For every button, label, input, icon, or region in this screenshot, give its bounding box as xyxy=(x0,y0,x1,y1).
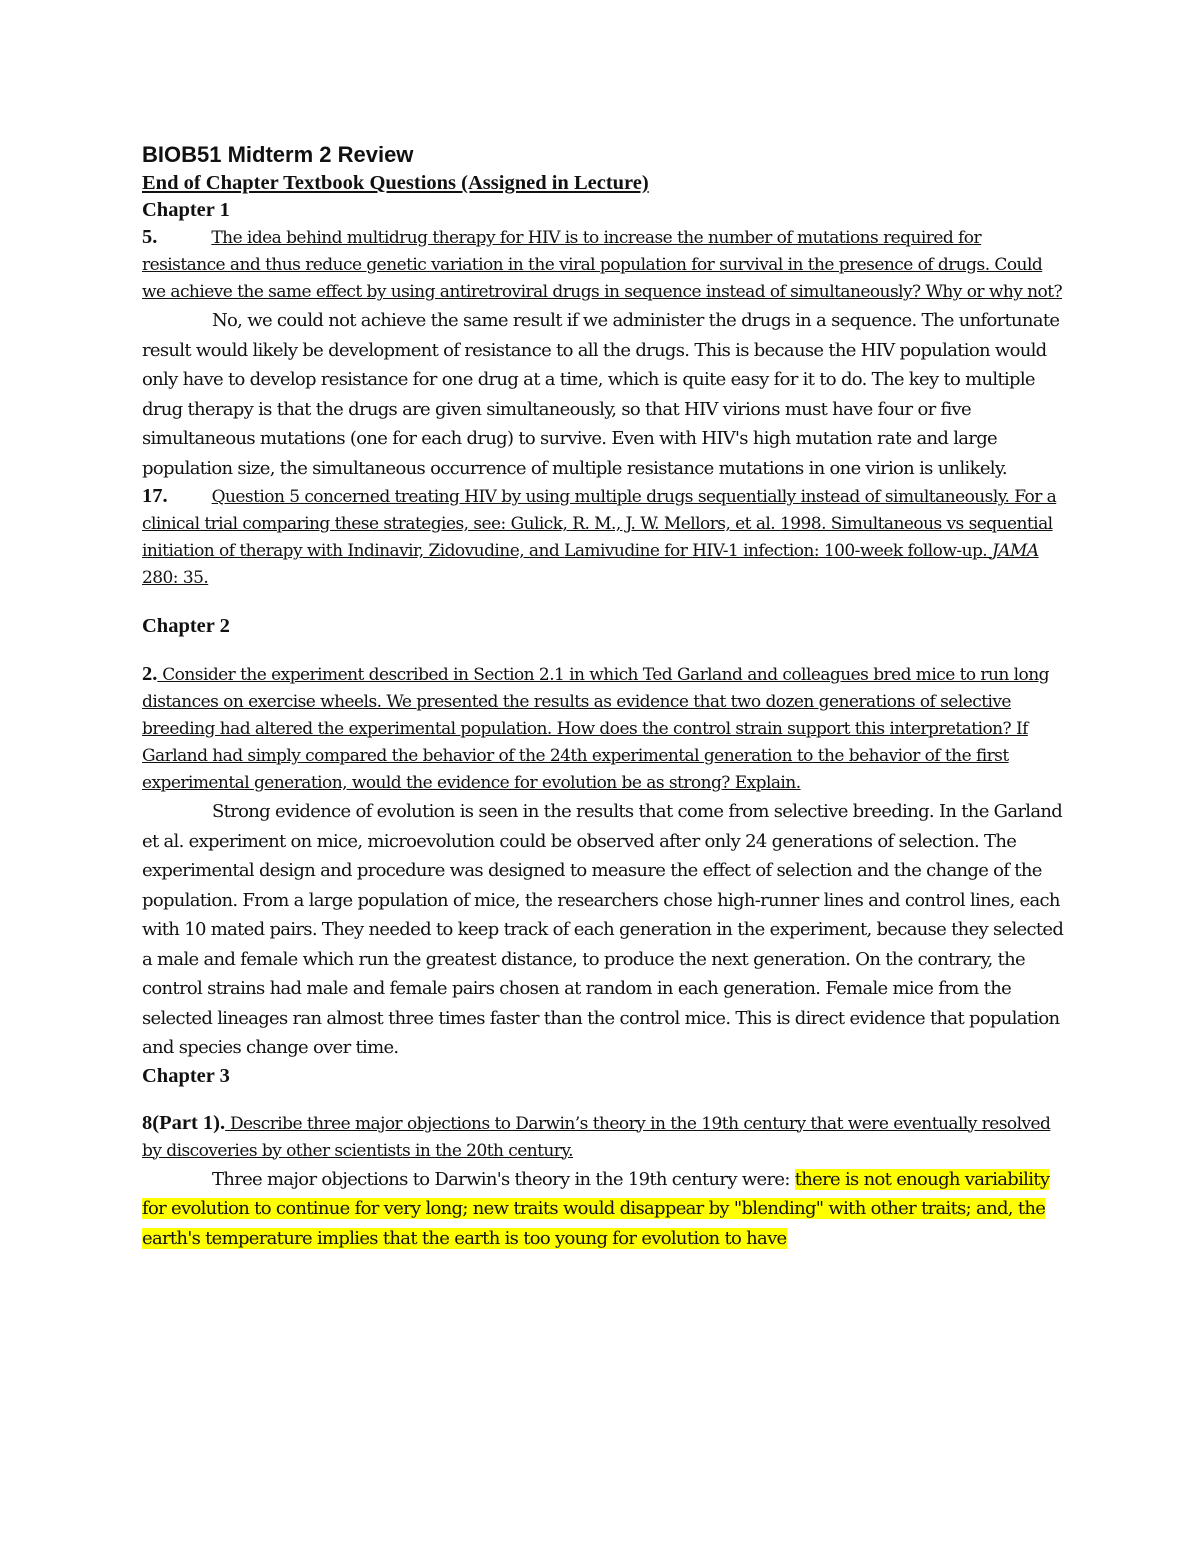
question-text: Describe three major objections to Darwin’s theory in the 19th century that were eventually resolved by discoveries by other scientists in the 20th century. xyxy=(142,1113,1051,1161)
document-page xyxy=(142,140,1066,1253)
chapter-2-heading: Chapter 2 xyxy=(142,615,230,637)
question-number: 2. xyxy=(142,663,158,685)
answer-5: No, we could not achieve the same result if we administer the drugs in a sequence. The unfortunate result would likely be development of resistance to all the drugs. This is because the HIV population would only have to develop resistance for one drug at a time, which is quite easy for it to do. The key to multiple drug therapy is that the drugs are given simultaneously, so that HIV virions must have four or five simultaneous mutations (one for each drug) to survive. Even with HIV's high mutation rate and large population size, the simultaneous occurrence of multiple resistance mutations in one virion is unlikely. xyxy=(142,310,1060,479)
question-text: The idea behind multidrug therapy for HIV is to increase the number of mutations required for resistance and thus reduce genetic variation in the viral population for survival in the presence of drugs. Could we achieve the same effect by using antiretroviral drugs in sequence instead of simultaneously? Why or why not? xyxy=(142,228,1063,302)
question-text: Question 5 concerned treating HIV by using multiple drugs sequentially instead of simultaneously. For a clinical trial comparing these strategies, see: Gulick, R. M., J. W. Mellors, et al. 1998. Simultaneous vs sequential initiation of therapy with Indinavir, Zidovudine, and Lamivudine for HIV-1 infection: 100-week follow-up. JAMA 280: 35. xyxy=(142,487,1057,588)
document-title: BIOB51 Midterm 2 Review xyxy=(142,142,414,167)
chapter-1-heading: Chapter 1 xyxy=(142,199,230,221)
highlighted-text: there is not enough variability for evolution to continue for very long; new traits would disappear by "blending" with other traits; and, the earth's temperature implies that the earth is too young for evolution to have xyxy=(142,1168,1050,1249)
question-2 xyxy=(142,661,1066,797)
journal-name: JAMA xyxy=(992,541,1039,561)
question-8-part-1 xyxy=(142,1110,1066,1165)
question-number: 8(Part 1). xyxy=(142,1111,226,1134)
question-5 xyxy=(142,224,1066,306)
document-subtitle: End of Chapter Textbook Questions (Assigned in Lecture) xyxy=(142,172,649,194)
question-number: 5. xyxy=(142,226,158,248)
question-number: 17. xyxy=(142,485,168,507)
answer-2: Strong evidence of evolution is seen in the results that come from selective breeding. In the Garland et al. experiment on mice, microevolution could be observed after only 24 generations of selection. The experimental design and procedure was designed to measure the effect of selection and the change of the population. From a large population of mice, the researchers chose high-runner lines and control lines, each with 10 mated pairs. They needed to keep track of each generation in the experiment, because they selected a male and female which run the greatest distance, to produce the next generation. On the contrary, the control strains had male and female pairs chosen at random in each generation. Female mice from the selected lineages ran almost three times faster than the control mice. This is direct evidence that population and species change over time. xyxy=(142,801,1064,1058)
chapter-3-heading: Chapter 3 xyxy=(142,1064,230,1087)
answer-8-part-1 xyxy=(142,1165,1066,1254)
question-text: Consider the experiment described in Section 2.1 in which Ted Garland and colleagues bred mice to run long distances on exercise wheels. We presented the results as evidence that two dozen generations of selective breeding had altered the experimental population. How does the control strain support this interpretation? If Garland had simply compared the behavior of the 24th experimental generation to the behavior of the first experimental generation, would the evidence for evolution be as strong? Explain. xyxy=(142,665,1049,793)
question-17 xyxy=(142,483,1066,592)
answer-text: Three major objections to Darwin's theory in the 19th century were: xyxy=(212,1168,795,1190)
